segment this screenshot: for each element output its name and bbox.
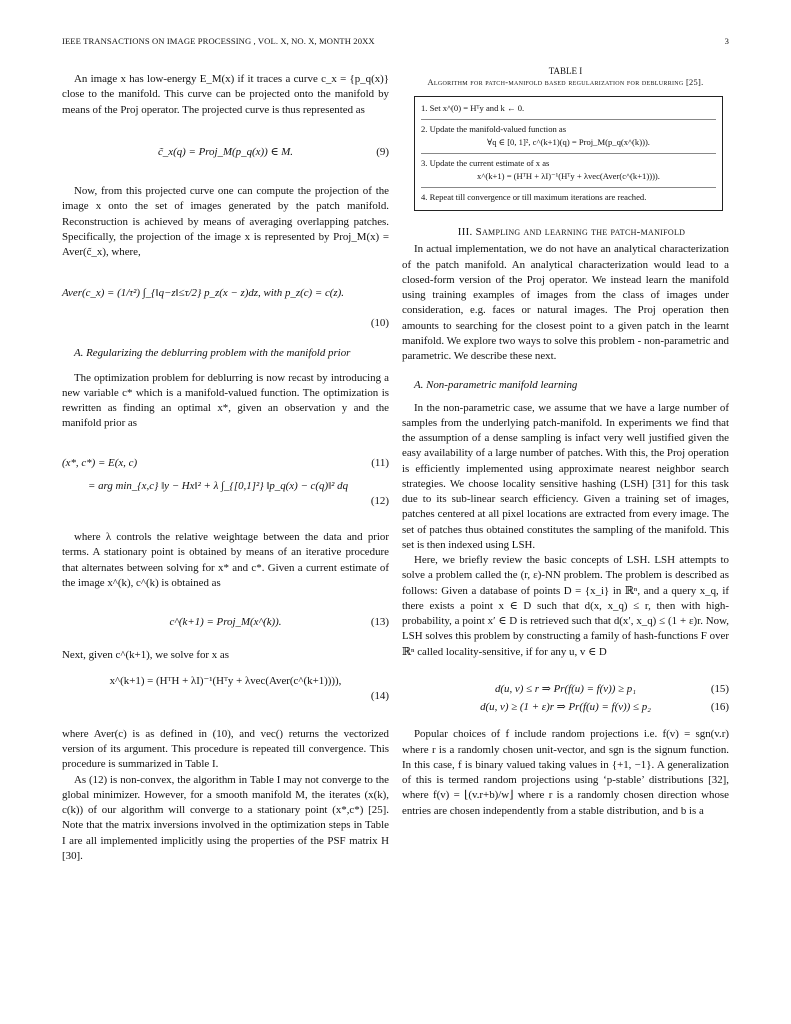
- equation-number: (15): [710, 682, 729, 695]
- table-title: TABLE I: [548, 66, 583, 76]
- equation-text: (x*, c*) = E(x, c): [62, 456, 138, 469]
- equation-text: d(u, v) ≤ r ⇒ Pr(f(u) = f(v)) ≥ p₁: [494, 682, 637, 695]
- algorithm-table: [414, 96, 723, 211]
- paragraph: In the non-parametric case, we assume that we have a large number of samples from the underlying patch-manifold. In experiments we find that the assumption of a dense sampling is infact very well justified given the easy availability of a large number of patches. With this, the Proj operation is efficiently implemented using approximate nearest neighbor search strategies. We choose locality sensitive hashing (LSH) [31] for this task due to its sub-linear search efficiency. Given a training set of images, patches centered at all pixel locations are extracted from every image. The set of patches thus obtained constitutes the sampling of the manifold. This set is then indexed using LSH.: [402, 401, 729, 551]
- equation-text: c̃_x(q) = Proj_M(p_q(x)) ∈ M.: [157, 145, 294, 158]
- table-step-equation: x^(k+1) = (HᵀH + λI)⁻¹(Hᵀy + λvec(Aver(c^(k+1)))).: [477, 171, 660, 181]
- section-heading: III. Sampling and learning the patch-manifold: [457, 226, 686, 238]
- right-column: [402, 66, 729, 819]
- equation-14-number-row: [62, 689, 389, 705]
- equation-text: = arg min_{x,c} ‖y − Hx‖² + λ ∫_{[0,1]²} ‖p_q(x) − c(q)‖² dq: [88, 479, 349, 492]
- table-step-text: 2. Update the manifold-valued function as: [421, 123, 567, 134]
- table-step-equation: ∀q ∈ [0, 1]², c^(k+1)(q) = Proj_M(p_q(x^(k))).: [487, 137, 650, 147]
- equation-15: [402, 682, 729, 697]
- paragraph: Here, we briefly review the basic concepts of LSH. LSH attempts to solve a problem called the (r, ε)-NN problem. The problem is described as follows: Given a database of points D = {x_i} in ℝⁿ, and a query x_q, if there exists a point x ∈ D such that d(x, x_q) ≤ r, then with high-probability, a point x′ ∈ D is retrieved such that d(x′, x_q) ≤ (1 + ε)r. Now, LSH solves this problem by constructing a family of hash-functions F over ℝⁿ called locality-sensitive, if for any u, v ∈ D: [402, 554, 729, 658]
- paragraph: Next, given c^(k+1), we solve for x as: [62, 649, 230, 662]
- table-step-text: 3. Update the current estimate of x as: [421, 157, 550, 168]
- equation-text: Aver(c_x) = (1/τ²) ∫_{‖q−z‖≤τ/2} p_z(x − z)dz, with p_z(c) = c(z).: [62, 287, 345, 300]
- table-step: [421, 154, 716, 188]
- table-step: [421, 120, 716, 154]
- table-step: 1. Set x^(0) = Hᵀy and k ← 0.: [421, 99, 716, 120]
- paragraph: where Aver(c) is as defined in (10), and vec() returns the vectorized version of its argument. This procedure is repeated till convergence. This procedure is summarized in Table I.: [62, 727, 389, 771]
- equation-text: d(u, v) ≥ (1 + ε)r ⇒ Pr(f(u) = f(v)) ≤ p₂: [480, 701, 651, 713]
- equation-16: [402, 700, 729, 715]
- equation-number: (13): [370, 616, 389, 628]
- page-number: 3: [724, 36, 729, 46]
- equation-14: [62, 674, 389, 689]
- equation-12: [62, 479, 389, 494]
- paragraph: Now, from this projected curve one can compute the projection of the image x onto the set of images generated by the patch manifold. Reconstruction is achieved by means of averaging overlapping patches. Specifically, the projection of the image x is represented by Proj_M(x) = Aver(c̃_x), where,: [62, 185, 389, 258]
- equation-number: (11): [371, 456, 389, 469]
- equation-11: [62, 456, 389, 471]
- paragraph: An image x has low-energy E_M(x) if it traces a curve c_x = {p_q(x)} close to the manifold. This curve can be projected onto the manifold by means of the Proj operator. The projected curve is thus represented as: [62, 73, 389, 116]
- paragraph: Popular choices of f include random projections i.e. f(v) = sgn(v.r) where r is a randomly chosen unit-vector, and sgn is the signum function. In this case, f is binary valued taking values in {+1, −1}. A generalization of this is termed random projections using ‘p-stable’ distributions [32], where f(v) = ⌊(v.r+b)/w⌋ where r is a randomly chosen direction whose entries are chosen independently from a stable distribution, and b is a: [402, 728, 729, 817]
- subsection-heading: A. Regularizing the deblurring problem with the manifold prior: [74, 347, 351, 360]
- equation-number: (14): [370, 689, 389, 702]
- paragraph: As (12) is non-convex, the algorithm in Table I may not converge to the global minimizer. However, for a smooth manifold M, the iterates (x(k), c(k)) of our algorithm will converge to a stationary point (x*,c*) [25]. Note that the matrix inversions involved in the optimization steps in Table I are all implemented implicitly using the properties of the PSF matrix H [30].: [62, 773, 389, 862]
- table-step: 4. Repeat till convergence or till maximum iterations are reached.: [421, 191, 647, 202]
- page-header: [62, 36, 729, 50]
- equation-number: (12): [370, 495, 389, 507]
- paragraph: In actual implementation, we do not have an analytical characterization of the patch manifold. An analytical characterization would lead to a closed-form version of the Proj operator. We instead learn the manifold using training examples of images from the class of images under consideration, e.g. faces or natural images. The Proj operation then amounts to searching for the closest point to a given patch in the learnt manifold. We explore two ways to solve this problem - non-parametric and parametric. We describe these next.: [402, 243, 729, 362]
- equation-10-number-row: [62, 316, 389, 334]
- subsection-heading: A. Non-parametric manifold learning: [414, 379, 578, 392]
- left-column: [62, 72, 389, 864]
- equation-number: (10): [370, 317, 389, 330]
- equation-text: c^(k+1) = Proj_M(x^(k)).: [169, 616, 282, 628]
- equation-12-number-row: [62, 494, 389, 510]
- table-caption: Algorithm for patch-manifold based regularization for deblurring [25].: [427, 78, 704, 87]
- equation-number: (16): [710, 701, 729, 713]
- equation-9: [62, 145, 389, 160]
- equation-number: (9): [376, 145, 389, 158]
- equation-10: [62, 286, 389, 316]
- equation-13: [62, 615, 389, 630]
- paragraph: The optimization problem for deblurring is now recast by introducing a new variable c* which is a manifold-valued function. The optimization is rewritten as finding an optimal x*, given an observation y and the manifold prior as: [62, 371, 389, 430]
- paragraph: where λ controls the relative weightage between the data and prior terms. A stationary point is obtained by means of an iterative procedure that alternates between solving for x* and c*. Given a current estimate of the image x^(k), c^(k) is obtained as: [62, 531, 389, 589]
- journal-header: IEEE TRANSACTIONS ON IMAGE PROCESSING , VOL. X, NO. X, MONTH 20XX: [62, 36, 375, 46]
- equation-text: x^(k+1) = (HᵀH + λI)⁻¹(Hᵀy + λvec(Aver(c^(k+1)))),: [109, 674, 342, 687]
